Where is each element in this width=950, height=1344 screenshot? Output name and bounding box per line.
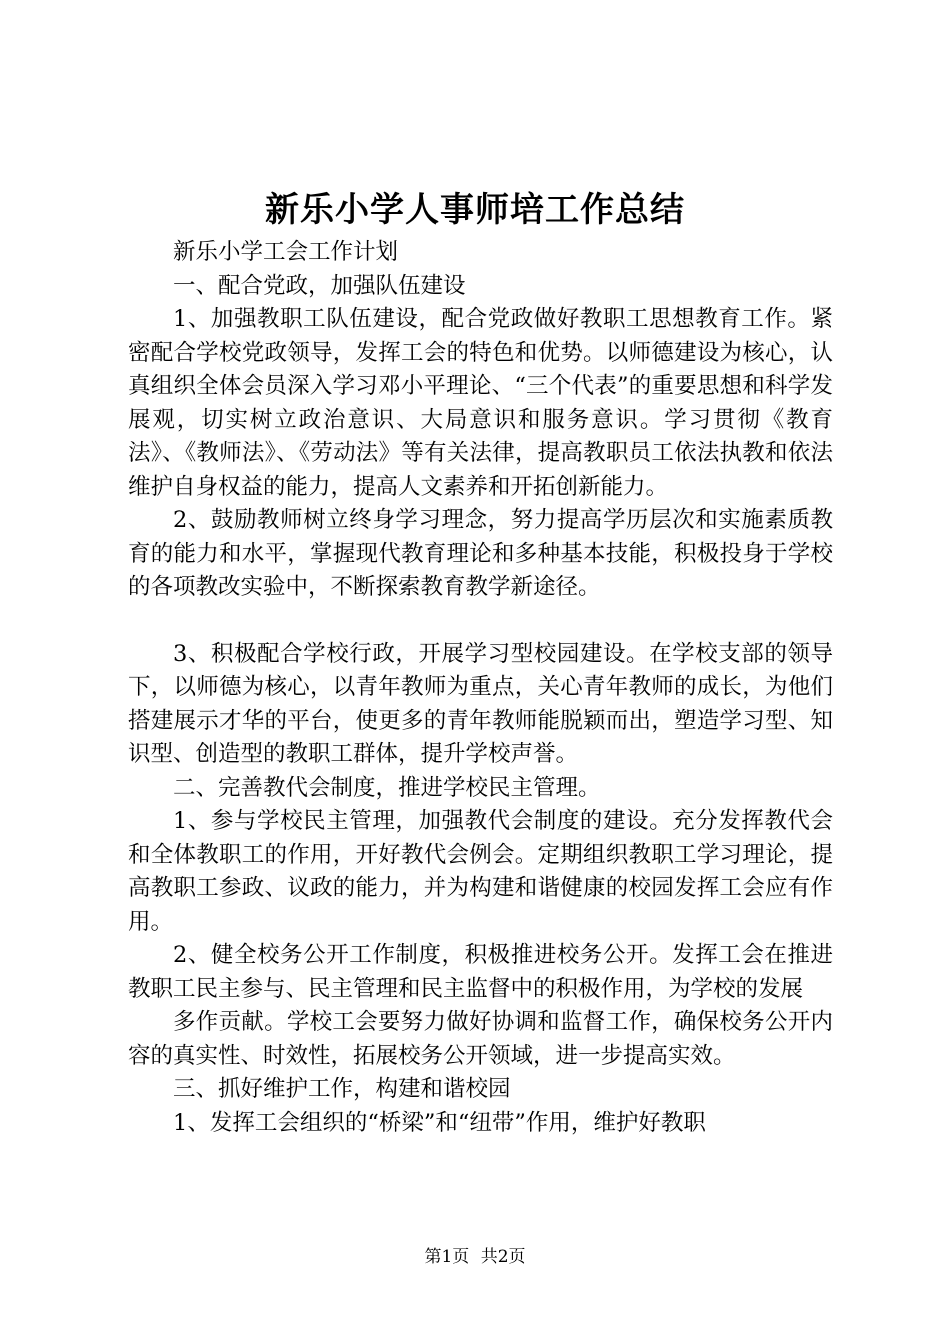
page-total: 共2页 [480, 1247, 526, 1267]
document-title: 新乐小学人事师培工作总结 [265, 190, 685, 230]
paragraph-heading-plan: 新乐小学工会工作计划 [173, 239, 399, 265]
paragraph: 1、参与学校民主管理，加强教代会制度的建设。充分发挥教代会和全体教职工的作用，开好教代会例会。定期组织教职工学习理论，提高教职工参政、议政的能力，并为构建和谐健康的校园发挥工会应有作用。 [128, 808, 833, 935]
paragraph: 1、发挥工会组织的“桥梁”和“纽带”作用，维护好教职 [173, 1109, 706, 1136]
section-heading-3: 三、抓好维护工作，构建和谐校园 [173, 1076, 511, 1102]
document-body [128, 236, 833, 1140]
section-heading-1: 一、配合党政，加强队伍建设 [173, 272, 466, 299]
paragraph: 2、健全校务公开工作制度，积极推进校务公开。发挥工会在推进教职工民主参与、民主管理和民主监督中的积极作用，为学校的发展 [128, 942, 833, 1002]
paragraph: 3、积极配合学校行政，开展学习型校园建设。在学校支部的领导下，以师德为核心，以青年教师为重点，关心青年教师的成长，为他们搭建展示才华的平台，使更多的青年教师能脱颖而出，塑造学习型、知识型、创造型的教职工群体，提升学校声誉。 [128, 640, 833, 767]
paragraph: 2、鼓励教师树立终身学习理念，努力提高学历层次和实施素质教育的能力和水平，掌握现代教育理论和多种基本技能，积极投身于学校的各项教改实验中，不断探索教育教学新途径。 [128, 507, 833, 600]
paragraph: 1、加强教职工队伍建设，配合党政做好教职工思想教育工作。紧密配合学校党政领导，发挥工会的特色和优势。以师德建设为核心，认真组织全体会员深入学习邓小平理论、“三个代表”的重要思想和科学发展观，切实树立政治意识、大局意识和服务意识。学习贯彻《教育法》、《教师法》、《劳动法》等有关法律，提高教职员工依法执教和依法维护自身权益的能力，提高人文素养和开拓创新能力。 [128, 306, 833, 500]
page-number: 第1页 [424, 1247, 470, 1267]
page-footer [0, 1245, 950, 1269]
paragraph: 多作贡献。学校工会要努力做好协调和监督工作，确保校务公开内容的真实性、时效性，拓展校务公开领域，进一步提高实效。 [128, 1009, 833, 1069]
section-heading-2: 二、完善教代会制度，推进学校民主管理。 [173, 774, 601, 801]
